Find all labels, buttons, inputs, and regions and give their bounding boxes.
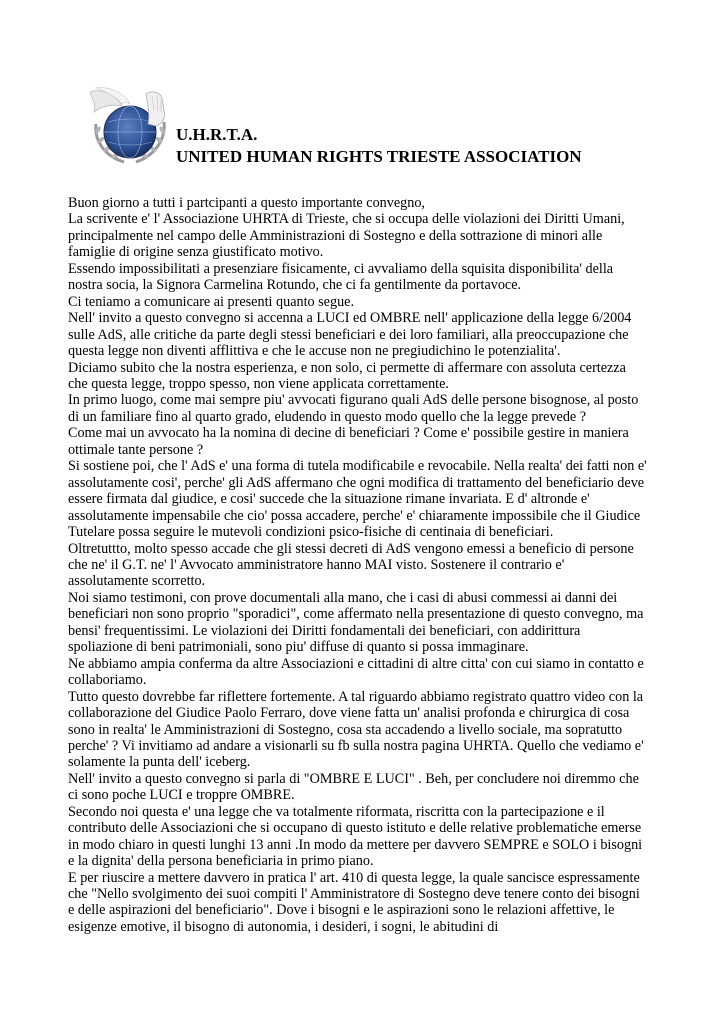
- organization-full-name: UNITED HUMAN RIGHTS TRIESTE ASSOCIATION: [176, 147, 582, 166]
- paragraph: La scrivente e' l' Associazione UHRTA di Trieste, che si occupa delle violazioni dei Diritti Umani, principalmente nel campo delle Amministrazioni di Sostegno e della sottrazione di minori alle famiglie di origine senza giustificato motivo.: [68, 211, 625, 261]
- paragraph: Nell' invito a questo convegno si parla di "OMBRE E LUCI" . Beh, per concludere noi diremmo che ci sono poche LUCI e troppre OMBRE.: [68, 770, 639, 804]
- organization-acronym: U.H.R.T.A.: [176, 125, 258, 144]
- paragraph: Ne abbiamo ampia conferma da altre Associazioni e cittadini di altre citta' con cui siamo in contatto e collaboriamo.: [68, 655, 644, 689]
- paragraph: Buon giorno a tutti i partcipanti a questo importante convegno,: [68, 195, 425, 211]
- paragraph: Ci teniamo a comunicare ai presenti quanto segue.: [68, 293, 355, 310]
- paragraph: Come mai un avvocato ha la nomina di decine di beneficiari ? Come e' possibile gestire in maniera ottimale tante persone ?: [68, 425, 629, 458]
- paragraph: Tutto questo dovrebbe far riflettere fortemente. A tal riguardo abbiamo registrato quattro video con la collaborazione del Giudice Paolo Ferraro, dove viene fatta un' analisi profonda e chirurgica di cosa sono in realta' le Amministrazioni di Sostegno, cosa sta accadendo a livello sociale, ma sopratutto perche' ? Vi invitiamo ad andare a visionarli su fb sulla nostra pagina UHRTA. Quello che vediamo e' solamente la punta dell' iceberg.: [68, 688, 644, 771]
- paragraph: Nell' invito a questo convegno si accenna a LUCI ed OMBRE nell' applicazione della legge 6/2004 sulle AdS, alle critiche da parte degli stessi beneficiari e dei loro familiari, alla preoccupazione che questa legge non diventi afflittiva e che le accuse non ne pregiudichino le potenzialita'.: [68, 310, 632, 360]
- organization-header: [176, 124, 582, 168]
- uhrta-logo-icon: [86, 84, 174, 168]
- paragraph: Diciamo subito che la nostra esperienza, e non solo, ci permette di affermare con assoluta certezza che questa legge, troppo spesso, non viene applicata correttamente.: [68, 359, 626, 392]
- paragraph: Secondo noi questa e' una legge che va totalmente riformata, riscritta con la partecipazione e il contributo delle Associazioni che si occupano di questo istituto e delle relative problematiche emerse in modo chiaro in questi lunghi 13 anni .In modo da mettere per davvero SEMPRE e SOLO i bisogni e la dignita' della persona beneficiaria in primo piano.: [68, 803, 643, 870]
- paragraph: Noi siamo testimoni, con prove documentali alla mano, che i casi di abusi commessi ai danni dei beneficiari non sono proprio "sporadici", come affermato nella presentazione di questo convegno, ma bensi' frequentissimi. Le violazioni dei Diritti fondamentali dei beneficiari, con addirittura spoliazione di beni patrimoniali, sono piu' diffuse di quanto si possa immaginare.: [68, 589, 644, 656]
- letter-body: [68, 195, 648, 935]
- paragraph: Essendo impossibilitati a presenziare fisicamente, ci avvaliamo della squisita disponibilita' della nostra socia, la Signora Carmelina Rotundo, che ci fa gentilmente da portavoce.: [68, 260, 614, 294]
- paragraph: In primo luogo, come mai sempre piu' avvocati figurano quali AdS delle persone bisognose, al posto di un familiare fino al quarto grado, eludendo in questo modo quello che la legge prevede ?: [68, 392, 639, 425]
- paragraph: Oltretuttto, molto spesso accade che gli stessi decreti di AdS vengono emessi a beneficio di persone che ne' il G.T. ne' l' Avvocato amministratore hanno MAI visto. Sostenere il contrario e' assolutamente scorretto.: [68, 540, 634, 590]
- paragraph: Si sostiene poi, che l' AdS e' una forma di tutela modificabile e revocabile. Nella realta' dei fatti non e' assolutamente cosi', perche' gli AdS affermano che ogni modifica di trattamento del beneficiario deve essere firmata dal giudice, e cosi' succede che la situazione rimane invariata. E d' altronde e' assolutamente impensabile che cio' possa accadere, perche' e' chiaramente impossibile che il Giudice Tutelare possa seguire le mutevoli condizioni psico-fisiche di centinaia di beneficiari.: [68, 458, 647, 541]
- paragraph: E per riuscire a mettere davvero in pratica l' art. 410 di questa legge, la quale sancisce espressamente che "Nello svolgimento dei suoi compiti l' Amministratore di Sostegno deve tenere conto dei bisogni e delle aspirazioni del beneficiario". Dove i bisogni e le aspirazioni sono le relazioni affettive, le esigenze emotive, il bisogno di autonomia, i desideri, i sogni, le abitudini di: [68, 869, 640, 935]
